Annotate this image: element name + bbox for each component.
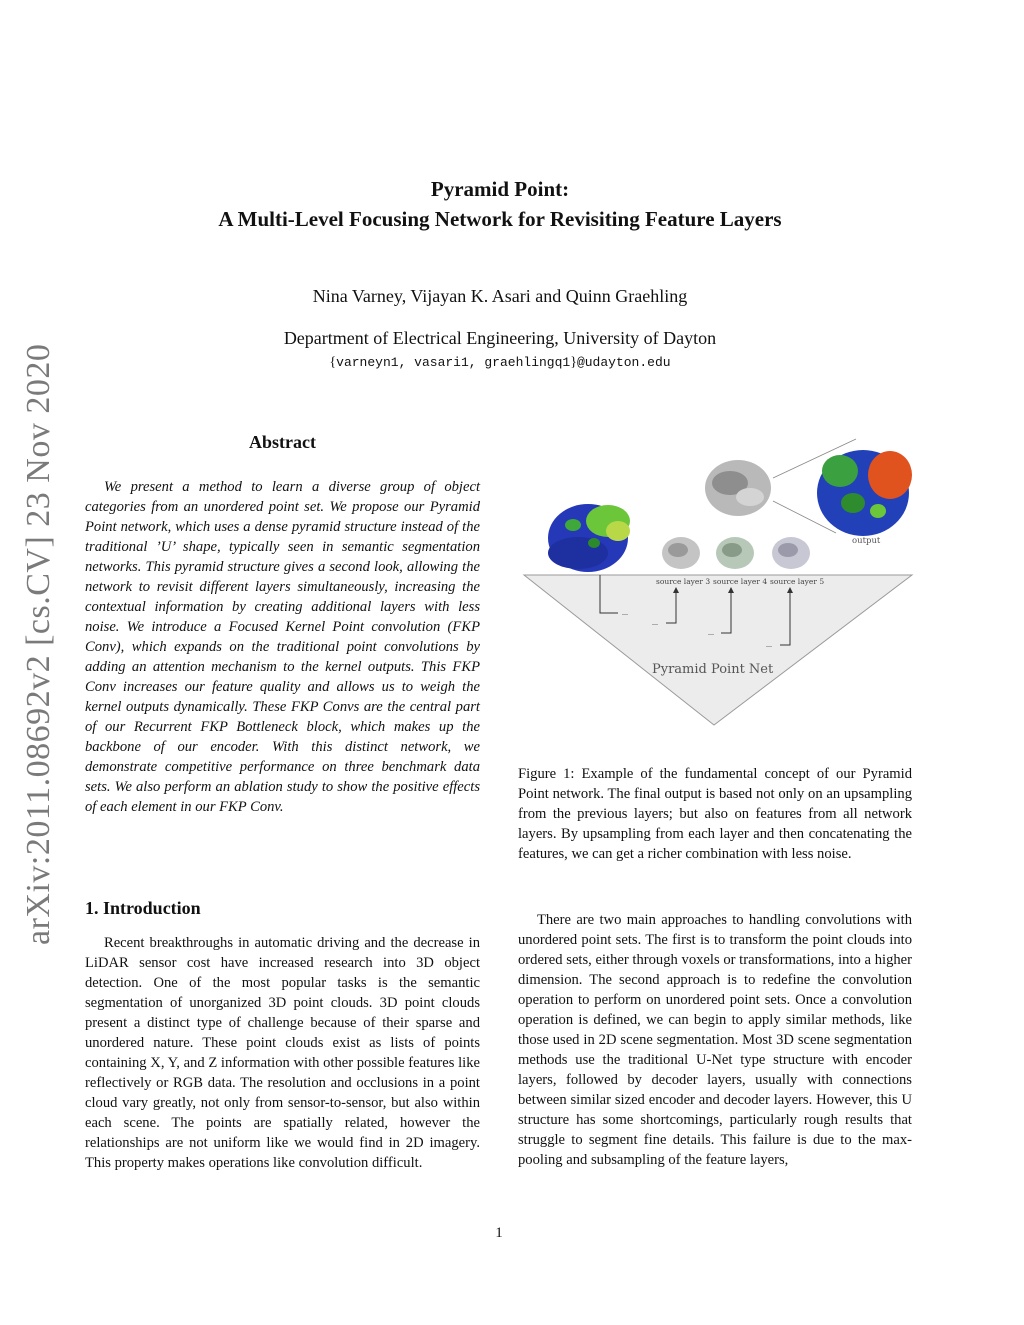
figure-1-diagram: [518, 433, 918, 733]
introduction-text: Recent breakthroughs in automatic driving and the decrease in LiDAR sensor cost have increased research into 3D object detection. One of the most popular tasks is the semantic segmentation of unorganized 3D point clouds. 3D point clouds present a distinct type of challenge because of their sparse and unordered nature. These point clouds exist as lists of points containing X, Y, and Z information with other possible features like reflectively or RGB data. The resolution and occlusions in a point cloud vary greatly, not only from sensor-to-sensor, but also within each scene. The points are spatially related, however the relationships are not uniform like we would find in 2D imagery. This property makes operations like convolution difficult.: [85, 935, 480, 1171]
right-column-text: There are two main approaches to handling convolutions with unordered point sets. The first is to transform the point clouds into ordered sets, either through voxels or transformations, into a higher dimension. The second approach is to redefine the convolution operation to perform on unordered point sets. Once a convolution operation is defined, we can begin to apply similar methods, like those used in 2D scene segmentation. Most 3D scene segmentation methods use the traditional U-Net type structure with encoder layers, followed by decoder layers, usually with connections between similar sized encoder and decoder layers. However, this U structure has some shortcomings, particularly rough results that struggle to segment fine details. This failure is due to the max-pooling and subsampling of the feature layers,: [518, 912, 912, 1168]
email-brace-close: }: [570, 355, 577, 370]
output-label: output: [852, 536, 881, 546]
abstract-text: We present a method to learn a diverse group of object categories from an unordered point set. We propose our Pyramid Point network, which uses a dense pyramid structure instead of the traditional ’U’ shape, typically seen in semantic segmentation networks. This pyramid structure gives a second look, allowing the network to revisit different layers simultaneously, increasing the contextual information by creating additional layers with less noise. We introduce a Focused Kernel Point convolution (FKP Conv), which expands on the traditional point convolutions by adding an attention mechanism to the kernel outputs. This FKP Conv increases our feature quality and allows us to weigh the kernel outputs dynamically. These FKP Convs are the central part of our Recurrent FKP Bottleneck block, which makes up the backbone of our encoder. With this distinct network, we demonstrate competitive performance on three benchmark data sets. We also perform an ablation study to show the positive effects of each element in our FKP Conv.: [85, 479, 480, 815]
ellipsis-2: ...: [652, 618, 658, 627]
email-domain: @udayton.edu: [576, 355, 671, 370]
source-cloud-3: [662, 537, 700, 569]
page-number: 1: [495, 1225, 503, 1241]
pyramid-triangle: [524, 575, 912, 725]
pyramid-net-label: Pyramid Point Net: [652, 662, 774, 677]
abstract-heading: Abstract: [249, 432, 316, 452]
source-layer-3-label: source layer 3: [656, 577, 711, 586]
source-cloud-4: [716, 537, 754, 569]
ellipsis-1: ...: [622, 608, 628, 617]
arxiv-identifier: arXiv:2011.08692v2 [cs.CV] 23 Nov 2020: [20, 343, 57, 945]
ellipsis-4: ...: [766, 640, 772, 649]
source-layer-5-label: source layer 5: [770, 577, 825, 586]
ellipsis-3: ...: [708, 628, 714, 637]
author-list: Nina Varney, Vijayan K. Asari and Quinn Graehling: [312, 286, 688, 306]
paper-title-line-1: Pyramid Point:: [430, 177, 570, 201]
figure-1-caption: Figure 1: Example of the fundamental concept of our Pyramid Point network. The final output is based not only on an upsampling from the previous layers; but also on features from all network layers. By upsampling from each layer and then concatenating the features, we can get a richer combination with less noise.: [518, 766, 912, 862]
paper-title-line-2: A Multi-Level Focusing Network for Revisiting Feature Layers: [218, 207, 782, 231]
affiliation: Department of Electrical Engineering, University of Dayton: [283, 328, 717, 348]
email-brace-open: {: [329, 355, 337, 370]
source-layer-4-label: source layer 4: [713, 577, 768, 586]
introduction-heading: 1. Introduction: [85, 898, 201, 918]
source-cloud-5: [772, 537, 810, 569]
output-point-cloud: [817, 450, 912, 536]
input-point-cloud: [548, 504, 630, 572]
upsampled-point-cloud: [705, 460, 771, 516]
author-emails: [120, 355, 880, 371]
email-names: varneyn1, vasari1, graehlingq1: [336, 355, 571, 370]
